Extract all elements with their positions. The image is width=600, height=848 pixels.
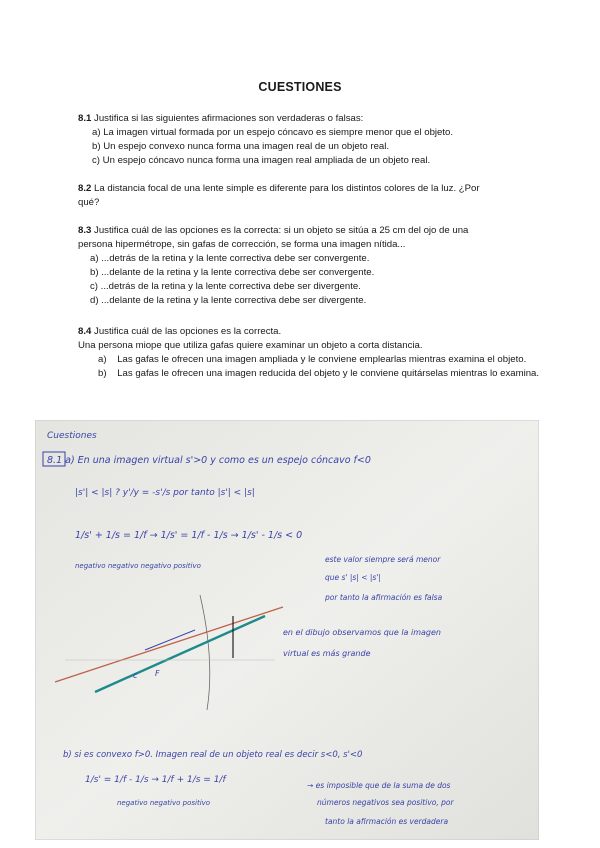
question-text: Justifica cuál de las opciones es la correcta. xyxy=(94,326,282,337)
question-text: La distancia focal de una lente simple es diferente para los distintos colores de la luz. ¿Por xyxy=(94,183,480,194)
notes-conclusion-3: por tanto la afirmación es falsa xyxy=(325,593,443,602)
question-8-2 xyxy=(78,182,548,210)
notes-equation-2: 1/s' = 1/f - 1/s → 1/f + 1/s = 1/f xyxy=(85,775,226,785)
question-8-1 xyxy=(78,112,548,168)
notes-diagram-note-1: en el dibujo observamos que la imagen xyxy=(283,628,441,637)
focus-label: c xyxy=(133,671,138,680)
option-d: d) ...delante de la retina y la lente correctiva debe ser divergente. xyxy=(90,295,367,306)
question-number: 8.1 xyxy=(78,113,92,124)
option-b: b) Las gafas le ofrecen una imagen reducida del objeto y le conviene quitárselas mientras lo examina. xyxy=(98,368,540,379)
notes-conclusion-4: → es imposible que de la suma de dos xyxy=(307,781,451,790)
notes-equation-1: 1/s' + 1/s = 1/f → 1/s' = 1/f - 1/s → 1/s' - 1/s < 0 xyxy=(75,530,303,541)
option-a: a) ...detrás de la retina y la lente correctiva debe ser convergente. xyxy=(90,253,370,264)
notes-header: Cuestiones xyxy=(47,431,97,441)
question-text: Justifica si las siguientes afirmaciones son verdaderas o falsas: xyxy=(94,113,364,124)
handwritten-notes-photo xyxy=(35,420,539,840)
question-text: Justifica cuál de las opciones es la correcta: si un objeto se sitúa a 25 cm del ojo de una xyxy=(94,225,469,236)
question-number: 8.3 xyxy=(78,225,92,236)
option-b: b) ...delante de la retina y la lente correctiva debe ser convergente. xyxy=(90,267,375,278)
handwritten-notes-drawing xyxy=(35,420,539,840)
question-text-continued: qué? xyxy=(78,197,100,208)
question-number: 8.2 xyxy=(78,183,92,194)
notes-conclusion-6: tanto la afirmación es verdadera xyxy=(325,817,449,826)
option-a: a) Las gafas le ofrecen una imagen ampliada y le conviene emplearlas mientras examina el objeto. xyxy=(98,354,527,365)
question-8-4 xyxy=(78,325,548,381)
notes-conclusion-1: este valor siempre será menor xyxy=(325,555,441,564)
notes-conclusion-5: números negativos sea positivo, por xyxy=(317,798,454,807)
page-title: CUESTIONES xyxy=(258,80,342,94)
question-text-continued: Una persona miope que utiliza gafas quiere examinar un objeto a corta distancia. xyxy=(78,340,423,351)
notes-line-2: |s'| < |s| ? y'/y = -s'/s por tanto |s'| < |s| xyxy=(75,488,255,498)
question-number: 8.4 xyxy=(78,326,92,337)
notes-labels-2: negativo negativo positivo xyxy=(117,799,211,807)
notes-diagram-note-2: virtual es más grande xyxy=(283,649,371,658)
question-text-continued: persona hipermétrope, sin gafas de corrección, se forma una imagen nítida... xyxy=(78,239,406,250)
option-b: b) Un espejo convexo nunca forma una imagen real de un objeto real. xyxy=(92,141,390,152)
notes-line-1: 8.1 a) En una imagen virtual s'>0 y como es un espejo cóncavo f<0 xyxy=(47,455,371,466)
option-a: a) La imagen virtual formada por un espejo cóncavo es siempre menor que el objeto. xyxy=(92,127,454,138)
notes-labels-1: negativo negativo negativo positivo xyxy=(75,562,201,570)
notes-line-3: b) si es convexo f>0. Imagen real de un objeto real es decir s<0, s'<0 xyxy=(63,750,363,760)
question-8-3 xyxy=(78,224,548,308)
option-c: c) Un espejo cóncavo nunca forma una imagen real ampliada de un objeto real. xyxy=(92,155,431,166)
notes-conclusion-2: que s' |s| < |s'| xyxy=(325,573,381,582)
focus-label: F xyxy=(155,669,160,678)
option-c: c) ...detrás de la retina y la lente correctiva debe ser divergente. xyxy=(90,281,361,292)
